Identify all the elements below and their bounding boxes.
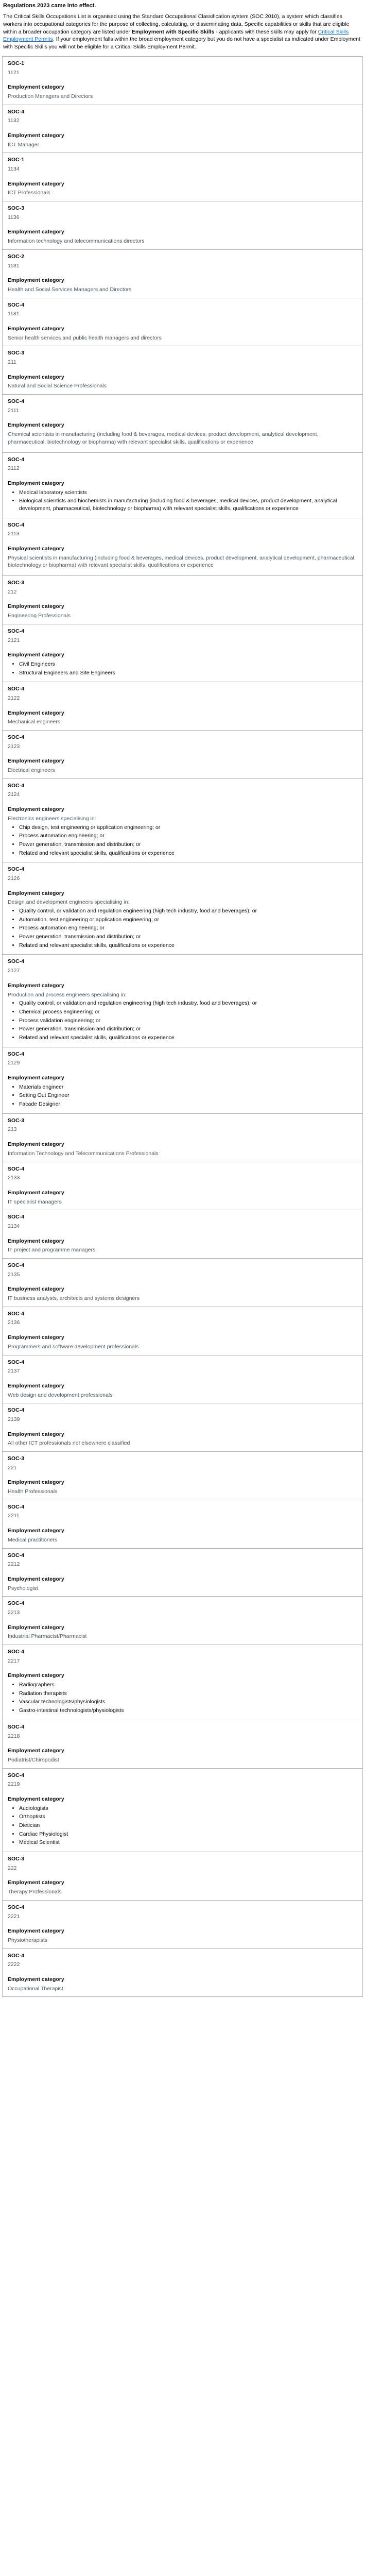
soc-field	[8, 1310, 357, 1327]
soc-label: SOC-4	[8, 108, 25, 115]
soc-code: 1181	[8, 311, 20, 317]
employment-category-label: Employment category	[8, 1528, 64, 1534]
soc-entry	[2, 105, 363, 154]
soc-label: SOC-4	[8, 1407, 25, 1414]
specific-skill-item: • Process automation engineering; or	[19, 832, 357, 840]
soc-field	[8, 1262, 357, 1278]
employment-category-label: Employment category	[8, 277, 64, 284]
soc-code: 2121	[8, 637, 20, 643]
soc-label: SOC-4	[8, 1600, 25, 1607]
employment-category-value: Physiotherapists	[8, 1937, 48, 1943]
specific-skills-list	[8, 824, 357, 857]
employment-category-label: Employment category	[8, 1575, 64, 1582]
soc-label: SOC-3	[8, 1856, 25, 1862]
soc-label: SOC-1	[8, 157, 25, 163]
soc-code: 213	[8, 1126, 17, 1133]
employment-category-field	[8, 480, 357, 513]
soc-label: SOC-4	[8, 1649, 25, 1655]
employment-category-value: Health and Social Services Managers and Directors	[8, 286, 132, 293]
soc-label: SOC-4	[8, 1050, 25, 1057]
employment-category-field	[8, 1624, 357, 1640]
soc-code: 2112	[8, 465, 20, 472]
employment-category-label: Employment category	[8, 1479, 64, 1486]
soc-code: 2126	[8, 875, 20, 882]
soc-code: 1134	[8, 166, 20, 173]
specific-skill-item: • Materials engineer	[19, 1083, 357, 1091]
soc-code: 1136	[8, 214, 20, 221]
soc-entry	[2, 57, 363, 105]
specific-skills-list	[8, 489, 357, 513]
employment-category-label: Employment category	[8, 1075, 64, 1081]
soc-field	[8, 1952, 357, 1969]
employment-category-field	[8, 180, 357, 197]
employment-category-label: Employment category	[8, 325, 64, 332]
soc-entry	[2, 1452, 363, 1500]
employment-category-value: ICT Manager	[8, 141, 40, 148]
soc-entry	[2, 1162, 363, 1211]
employment-category-field	[8, 1927, 357, 1944]
soc-field	[8, 60, 357, 76]
employment-category-label: Employment category	[8, 1795, 64, 1802]
specific-skills-list	[8, 1681, 357, 1715]
specific-skills-list	[8, 660, 357, 676]
soc-entry	[2, 955, 363, 1047]
employment-category-label: Employment category	[8, 758, 64, 765]
soc-field	[8, 156, 357, 173]
intro-text-start: The Critical Skills Occupations List is organised using the Standard Occupational Classification system (SOC 2010), a system which classifies workers into occupational categories for the purpose of collecting, calculating, or disseminating data. Specific capabilities or skills that are eligible within a broader occupation category are listed under	[3, 13, 350, 35]
employment-category-field	[8, 1976, 357, 1992]
employment-category-value: Psychologist	[8, 1585, 38, 1591]
soc-label: SOC-4	[8, 1952, 25, 1959]
soc-label: SOC-4	[8, 301, 25, 308]
soc-entry	[2, 518, 363, 576]
specific-skill-item: • Medical laboratory scientists	[19, 489, 357, 497]
employment-category-field	[8, 1479, 357, 1495]
employment-category-value: Design and development engineers specialising in:	[8, 899, 130, 906]
soc-label: SOC-4	[8, 1165, 25, 1172]
employment-description: Physical scientists in manufacturing (including food & beverages, medical devices, product development, analytical development, pharmaceutical, biotechnology or biopharma) with relevant specialist skills, qualifications or experience	[8, 554, 356, 569]
employment-category-field	[8, 325, 357, 342]
soc-entry	[2, 1210, 363, 1259]
employment-category-label: Employment category	[8, 1928, 64, 1935]
soc-field	[8, 1117, 357, 1133]
soc-field	[8, 1213, 357, 1230]
employment-category-value: Engineering Professionals	[8, 613, 71, 619]
soc-entry	[2, 1949, 363, 1997]
employment-category-field	[8, 132, 357, 148]
soc-entry	[2, 1720, 363, 1769]
soc-entry	[2, 1901, 363, 1949]
soc-field	[8, 1406, 357, 1423]
employment-category-label: Employment category	[8, 1879, 64, 1886]
soc-entry	[2, 1355, 363, 1404]
specific-skill-item: • Related and relevant specialist skills, qualifications or experience	[19, 1034, 357, 1042]
soc-code: 211	[8, 359, 16, 366]
soc-field	[8, 349, 357, 366]
employment-category-field	[8, 545, 357, 569]
specific-skill-item: • Power generation, transmission and distribution; or	[19, 1025, 357, 1033]
soc-entry	[2, 731, 363, 779]
employment-category-label: Employment category	[8, 1189, 64, 1196]
specific-skills-list	[8, 1083, 357, 1108]
soc-field	[8, 1904, 357, 1920]
employment-category-value: Electrical engineers	[8, 767, 55, 774]
soc-label: SOC-4	[8, 1503, 25, 1510]
specific-skill-item: • Audiologists	[19, 1805, 357, 1812]
employment-category-label: Employment category	[8, 1334, 64, 1341]
employment-category-field	[8, 890, 357, 950]
soc-code: 2122	[8, 694, 20, 701]
soc-field	[8, 958, 357, 974]
soc-field	[8, 782, 357, 799]
employment-category-label: Employment category	[8, 546, 64, 552]
employment-category-label: Employment category	[8, 1672, 64, 1679]
soc-code: 2124	[8, 791, 20, 798]
employment-category-value: Medical practitioners	[8, 1536, 58, 1543]
soc-code: 2136	[8, 1319, 20, 1326]
soc-code: 2212	[8, 1561, 20, 1568]
specific-skill-item: • Vascular technologists/physiologists	[19, 1698, 357, 1706]
soc-label: SOC-3	[8, 350, 25, 357]
specific-skill-item: • Dietician	[19, 1822, 357, 1829]
soc-entry	[2, 1549, 363, 1597]
specific-skills-list	[8, 999, 357, 1041]
soc-code: 2211	[8, 1513, 20, 1519]
specific-skills-list	[8, 1805, 357, 1846]
soc-code: 2213	[8, 1609, 20, 1616]
employment-category-value: Web design and development professionals	[8, 1392, 113, 1398]
specific-skill-item: • Chip design, test engineering or application engineering; or	[19, 824, 357, 832]
critical-skills-link[interactable]: Critical Skills Employment Permits	[3, 28, 349, 43]
soc-label: SOC-4	[8, 1552, 25, 1558]
employment-category-value: Podiatrist/Chiropodist	[8, 1756, 59, 1763]
employment-category-field	[8, 1431, 357, 1447]
soc-label: SOC-4	[8, 1904, 25, 1910]
employment-category-label: Employment category	[8, 132, 64, 139]
employment-category-value: Production Managers and Directors	[8, 93, 93, 99]
employment-category-label: Employment category	[8, 1748, 64, 1754]
specific-skill-item: • Structural Engineers and Site Engineers	[19, 669, 357, 677]
soc-entry	[2, 250, 363, 298]
employment-category-label: Employment category	[8, 84, 64, 91]
soc-label: SOC-4	[8, 958, 25, 965]
soc-entry	[2, 862, 363, 955]
soc-label: SOC-4	[8, 521, 25, 528]
employment-category-label: Employment category	[8, 982, 64, 989]
specific-skill-item: • Power generation, transmission and distribution; or	[19, 841, 357, 849]
soc-code: 2219	[8, 1781, 20, 1788]
soc-label: SOC-4	[8, 866, 25, 873]
soc-label: SOC-4	[8, 1359, 25, 1365]
specific-skill-item: • Process automation engineering; or	[19, 924, 357, 932]
employment-category-label: Employment category	[8, 229, 64, 235]
soc-entry	[2, 153, 363, 201]
soc-label: SOC-4	[8, 782, 25, 789]
soc-code: 221	[8, 1464, 17, 1471]
soc-entry	[2, 1597, 363, 1645]
employment-category-label: Employment category	[8, 180, 64, 187]
soc-entry	[2, 1769, 363, 1853]
regulation-title: Regulations 2023 came into effect.	[3, 3, 96, 9]
employment-category-field	[8, 228, 357, 245]
employment-category-label: Employment category	[8, 480, 64, 486]
employment-category-value: Mechanical engineers	[8, 719, 61, 725]
soc-label: SOC-1	[8, 60, 25, 66]
specific-skill-item: • Biological scientists and biochemists in manufacturing (including food & beverages, medical devices, product development, analytical development, pharmaceutical, biotechnology or biopharma) with relevant specialist skills, qualifications or experience	[19, 497, 357, 512]
employment-category-field	[8, 1074, 357, 1108]
soc-entry	[2, 395, 363, 452]
soc-code: 2221	[8, 1913, 20, 1920]
employment-category-field	[8, 1141, 357, 1157]
employment-category-label: Employment category	[8, 374, 64, 380]
soc-code: 2222	[8, 1961, 20, 1968]
soc-entry	[2, 1645, 363, 1720]
soc-code: 2113	[8, 531, 20, 537]
employment-category-value: Therapy Professionals	[8, 1889, 62, 1895]
soc-code: 2133	[8, 1175, 20, 1181]
soc-entry	[2, 1047, 363, 1114]
soc-label: SOC-3	[8, 580, 25, 586]
employment-category-field	[8, 1334, 357, 1350]
employment-category-field	[8, 757, 357, 774]
intro-paragraph	[3, 13, 362, 50]
employment-category-value: ICT Professionals	[8, 190, 50, 196]
intro-text-end: . If your employment falls within the broad employment category but you do not have a specialist as indicated under Employment with Specific Skills you will not be eligible for a Critical Skills Employment Permit.	[3, 36, 360, 50]
soc-label: SOC-4	[8, 1772, 25, 1778]
soc-code: 2111	[8, 407, 19, 414]
employment-category-field	[8, 1382, 357, 1399]
employment-category-value: IT project and programme managers	[8, 1247, 96, 1253]
soc-field	[8, 1648, 357, 1665]
employment-category-field	[8, 1747, 357, 1764]
specific-skill-item: • Chemical process engineering; or	[19, 1008, 357, 1016]
soc-entry	[2, 779, 363, 863]
soc-label: SOC-4	[8, 1214, 25, 1221]
employment-category-label: Employment category	[8, 422, 64, 429]
soc-code: 1132	[8, 117, 20, 124]
employment-category-field	[8, 277, 357, 293]
employment-category-value: Programmers and software development professionals	[8, 1343, 139, 1350]
employment-category-label: Employment category	[8, 1976, 64, 1982]
employment-category-label: Employment category	[8, 603, 64, 610]
employment-category-field	[8, 1238, 357, 1254]
soc-field	[8, 1050, 357, 1067]
employment-category-label: Employment category	[8, 1286, 64, 1293]
specific-skill-item: • Radiographers	[19, 1681, 357, 1689]
soc-field	[8, 398, 357, 414]
soc-label: SOC-4	[8, 1310, 25, 1317]
employment-category-label: Employment category	[8, 1624, 64, 1631]
soc-field	[8, 628, 357, 644]
soc-entry	[2, 1403, 363, 1452]
specific-skill-item: • Radiation therapists	[19, 1690, 357, 1698]
soc-label: SOC-4	[8, 398, 25, 405]
intro-text-mid: - applicants with these skills may apply for	[216, 28, 317, 35]
soc-label: SOC-3	[8, 1455, 25, 1462]
soc-field	[8, 1503, 357, 1520]
soc-field	[8, 1359, 357, 1375]
employment-category-field	[8, 651, 357, 676]
employment-category-value: Occupational Therapist	[8, 1985, 63, 1992]
employment-category-label: Employment category	[8, 1431, 64, 1437]
employment-category-field	[8, 709, 357, 726]
specific-skill-item: • Quality control, or validation and regulation engineering (high tech industry, food and beverages); or	[19, 907, 357, 915]
soc-entry	[2, 682, 363, 731]
employment-category-value: Natural and Social Science Professionals	[8, 383, 107, 389]
soc-code: 2129	[8, 1060, 20, 1066]
soc-label: SOC-4	[8, 1723, 25, 1730]
soc-field	[8, 579, 357, 596]
soc-label: SOC-4	[8, 628, 25, 634]
soc-code: 2127	[8, 968, 20, 974]
soc-entry	[2, 1259, 363, 1307]
employment-category-value: IT specialist managers	[8, 1198, 62, 1205]
soc-field	[8, 1165, 357, 1182]
soc-entry	[2, 346, 363, 395]
employment-category-label: Employment category	[8, 806, 64, 813]
soc-list	[2, 56, 363, 1997]
soc-label: SOC-3	[8, 205, 25, 212]
employment-category-value: Information Technology and Telecommunications Professionals	[8, 1150, 159, 1157]
soc-field	[8, 734, 357, 750]
specific-skill-item: • Gastro-intestinal technologists/physiologists	[19, 1707, 357, 1715]
soc-code: 2217	[8, 1657, 20, 1664]
soc-entry	[2, 624, 363, 682]
employment-category-value: Production and process engineers specialising in:	[8, 991, 127, 998]
soc-code: 2123	[8, 743, 20, 750]
soc-entry	[2, 1114, 363, 1162]
employment-category-value: Electronics engineers specialising in:	[8, 815, 96, 822]
soc-entry	[2, 298, 363, 347]
intro-bold-phrase: Employment with Specific Skills	[131, 28, 215, 35]
specific-skill-item: • Facade Designer	[19, 1100, 357, 1108]
soc-field	[8, 253, 357, 269]
soc-code: 1181	[8, 262, 20, 269]
soc-code: 2218	[8, 1733, 20, 1739]
soc-entry	[2, 576, 363, 624]
specific-skill-item: • Medical Scientist	[19, 1839, 357, 1846]
employment-category-label: Employment category	[8, 1141, 64, 1148]
soc-code: 212	[8, 588, 17, 595]
employment-category-label: Employment category	[8, 1238, 64, 1244]
employment-category-label: Employment category	[8, 709, 64, 716]
soc-code: 2135	[8, 1271, 20, 1278]
specific-skill-item: • Quality control, or validation and regulation engineering (high tech industry, food and beverages); or	[19, 999, 357, 1007]
soc-field	[8, 1855, 357, 1872]
employment-category-label: Employment category	[8, 652, 64, 658]
employment-category-field	[8, 421, 357, 446]
soc-entry	[2, 1307, 363, 1355]
specific-skill-item: • Related and relevant specialist skills, qualifications or experience	[19, 850, 357, 857]
employment-category-field	[8, 1575, 357, 1592]
specific-skill-item: • Civil Engineers	[19, 660, 357, 668]
soc-field	[8, 1772, 357, 1788]
soc-label: SOC-2	[8, 253, 25, 260]
specific-skill-item: • Automation, test engineering or application engineering; or	[19, 916, 357, 924]
soc-code: 2134	[8, 1223, 20, 1229]
employment-description: Chemical scientists in manufacturing (including food & beverages, medical devices, product development, analytical development, pharmaceutical, biotechnology or biopharma) with relevant specialist skills, qualifications or experience	[8, 431, 319, 445]
specific-skill-item: • Power generation, transmission and distribution; or	[19, 933, 357, 941]
soc-code: 222	[8, 1865, 17, 1871]
employment-category-field	[8, 1795, 357, 1846]
specific-skill-item: • Related and relevant specialist skills, qualifications or experience	[19, 942, 357, 950]
soc-field	[8, 205, 357, 221]
soc-entry	[2, 1852, 363, 1901]
soc-label: SOC-4	[8, 456, 25, 463]
employment-category-value: Health Professionals	[8, 1488, 58, 1495]
employment-category-field	[8, 1285, 357, 1302]
employment-category-value: All other ICT professionals not elsewhere classified	[8, 1440, 130, 1447]
soc-field	[8, 1552, 357, 1568]
employment-category-value: IT business analysts, architects and systems designers	[8, 1295, 140, 1302]
employment-category-field	[8, 374, 357, 390]
soc-label: SOC-3	[8, 1117, 25, 1124]
soc-field	[8, 456, 357, 472]
specific-skills-list	[8, 907, 357, 949]
employment-category-label: Employment category	[8, 890, 64, 896]
soc-field	[8, 108, 357, 125]
specific-skill-item: • Cardiac Physiologist	[19, 1831, 357, 1838]
soc-label: SOC-4	[8, 734, 25, 741]
soc-field	[8, 685, 357, 702]
soc-label: SOC-4	[8, 686, 25, 692]
soc-field	[8, 866, 357, 882]
soc-field	[8, 1723, 357, 1740]
soc-label: SOC-4	[8, 1262, 25, 1269]
specific-skill-item: • Orthoptists	[19, 1813, 357, 1821]
employment-category-field	[8, 1189, 357, 1206]
employment-category-value: Industrial Pharmacist/Pharmacist	[8, 1633, 87, 1640]
soc-field	[8, 521, 357, 538]
employment-category-label: Employment category	[8, 1382, 64, 1389]
soc-field	[8, 1600, 357, 1616]
employment-category-value: Information technology and telecommunications directors	[8, 238, 145, 245]
soc-code: 2137	[8, 1368, 20, 1375]
employment-category-field	[8, 982, 357, 1042]
employment-category-field	[8, 1527, 357, 1544]
employment-category-field	[8, 83, 357, 100]
soc-code: 2139	[8, 1416, 20, 1422]
intro	[2, 0, 363, 56]
soc-code: 1121	[8, 69, 20, 76]
employment-category-field	[8, 1879, 357, 1895]
specific-skill-item: • Setting Out Engineer	[19, 1092, 357, 1099]
employment-category-field	[8, 603, 357, 619]
soc-entry	[2, 1500, 363, 1549]
employment-category-field	[8, 806, 357, 857]
soc-field	[8, 1455, 357, 1471]
specific-skill-item: • Process validation engineering; or	[19, 1017, 357, 1025]
soc-field	[8, 301, 357, 318]
employment-category-value: Senior health services and public health managers and directors	[8, 334, 162, 341]
soc-entry	[2, 453, 363, 518]
soc-entry	[2, 201, 363, 250]
employment-category-field	[8, 1672, 357, 1714]
